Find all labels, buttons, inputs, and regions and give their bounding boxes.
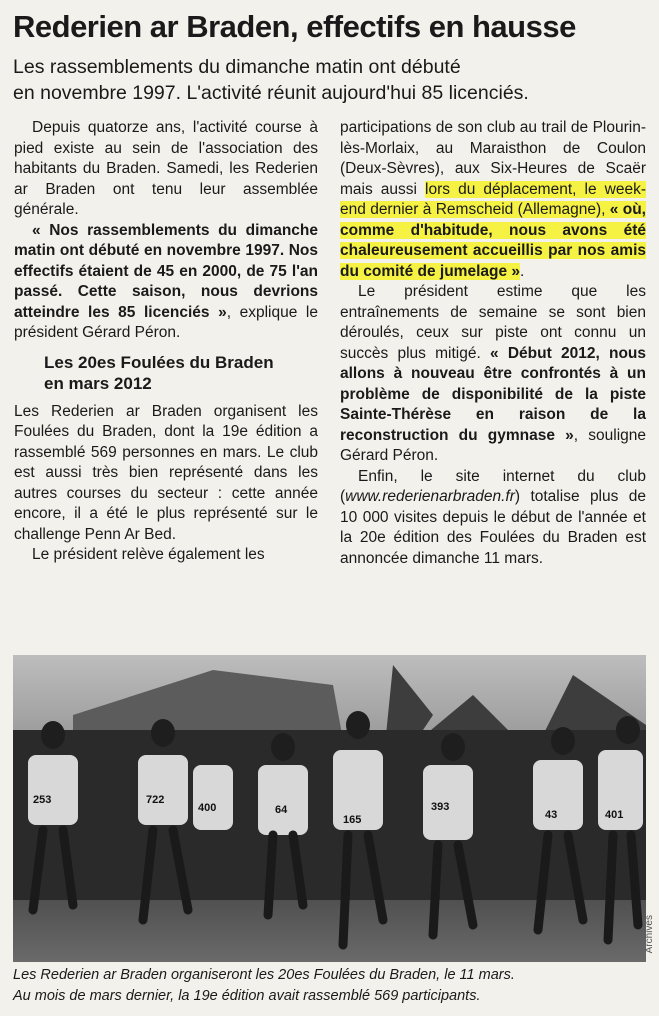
bib-64: 64 [275,804,288,816]
right-paragraph-2 [340,282,646,467]
website-stats: ) totalise plus de 10 000 visites depuis le début de l'année et la 20e édition des Foulées du Braden est annoncée dimanche 11 mars. [340,488,646,567]
caption-line-1: Les Rederien ar Braden organiseront les 20es Foulées du Braden, le 11 mars. [13,967,515,983]
highlight-remscheid: lors du déplacement, le week-end dernier à Remscheid (Allemagne), [340,180,646,218]
bib-43: 43 [545,809,558,821]
race-photo [13,655,646,962]
left-paragraph-4: Le président relève également les [32,546,265,563]
caption-line-2: Au mois de mars dernier, la 19e édition avait rassemblé 569 participants. [13,988,481,1004]
runners-illustration [13,655,646,962]
right-column [340,118,646,569]
website-link[interactable]: www.rederienarbraden.fr [345,488,515,505]
bib-722: 722 [146,794,165,806]
training-text: Le président estime que les entraînements de semaine se sont bien déroulés, ceux sur piste ont connu un succès plus mitigé. [340,283,646,362]
quote-effectifs: « Nos rassemblements du dimanche matin ont débuté en novembre 1997. Nos effectifs étaient de 45 en 2000, de 75 l'an passé. Cette saison, nous devrions atteindre les 85 licenciés » [14,221,318,321]
trail-list: participations de son club au trail de Plourin-lès-Morlaix, au Maraisthon de Coulon (Deux-Sèvres), aux Six-Heures de Scaër mais aussi [340,119,646,198]
lead-paragraph [13,54,653,106]
left-column [14,118,318,566]
subheading [44,352,318,394]
right-paragraph-1 [340,118,646,282]
photo-credit: Archives [644,915,655,954]
paragraph-end: . [520,262,525,280]
left-paragraph-2 [14,221,318,344]
left-paragraph-1: Depuis quatorze ans, l'activité course à pied existe au sein de l'association des habitants du Braden. Samedi, les Rederien ar Braden ont tenu leur assemblée générale. [14,119,318,218]
highlight-quote: « où, comme d'habitude, nous avons été chaleureusement accueillis par nos amis du comité de jumelage » [340,201,646,280]
bib-401: 401 [605,809,624,821]
bib-400: 400 [198,802,217,814]
subheading-line-2: en mars 2012 [44,373,152,393]
lead-line-1: Les rassemblements du dimanche matin ont débuté [13,56,461,78]
bib-165: 165 [343,814,362,826]
quote-attribution-2: , souligne Gérard Péron. [340,426,646,464]
quote-attribution: , explique le président Gérard Péron. [14,303,318,341]
headline: Rederien ar Braden, effectifs en hausse [13,9,576,44]
left-paragraph-3: Les Rederien ar Braden organisent les Foulées du Braden, dont la 19e édition a rassemblé 569 personnes en mars. Le club est aussi très bien représenté dans les autres courses du secteur : cette année encore, il a été le plus représenté sur le challenge Penn Ar Bed. [14,402,318,543]
bib-253: 253 [33,794,52,806]
website-intro: Enfin, le site internet du club ( [340,467,646,505]
bib-393: 393 [431,801,450,813]
lead-line-2: en novembre 1997. L'activité réunit aujourd'hui 85 licenciés. [13,82,529,104]
right-paragraph-3 [340,467,646,570]
photo-caption [13,965,653,1007]
subheading-line-1: Les 20es Foulées du Braden [44,352,274,372]
quote-piste: « Début 2012, nous allons à nouveau être confrontés à un problème de disponibilité de la piste Sainte-Thérèse en raison de la reconstruction du gymnase » [340,344,647,444]
